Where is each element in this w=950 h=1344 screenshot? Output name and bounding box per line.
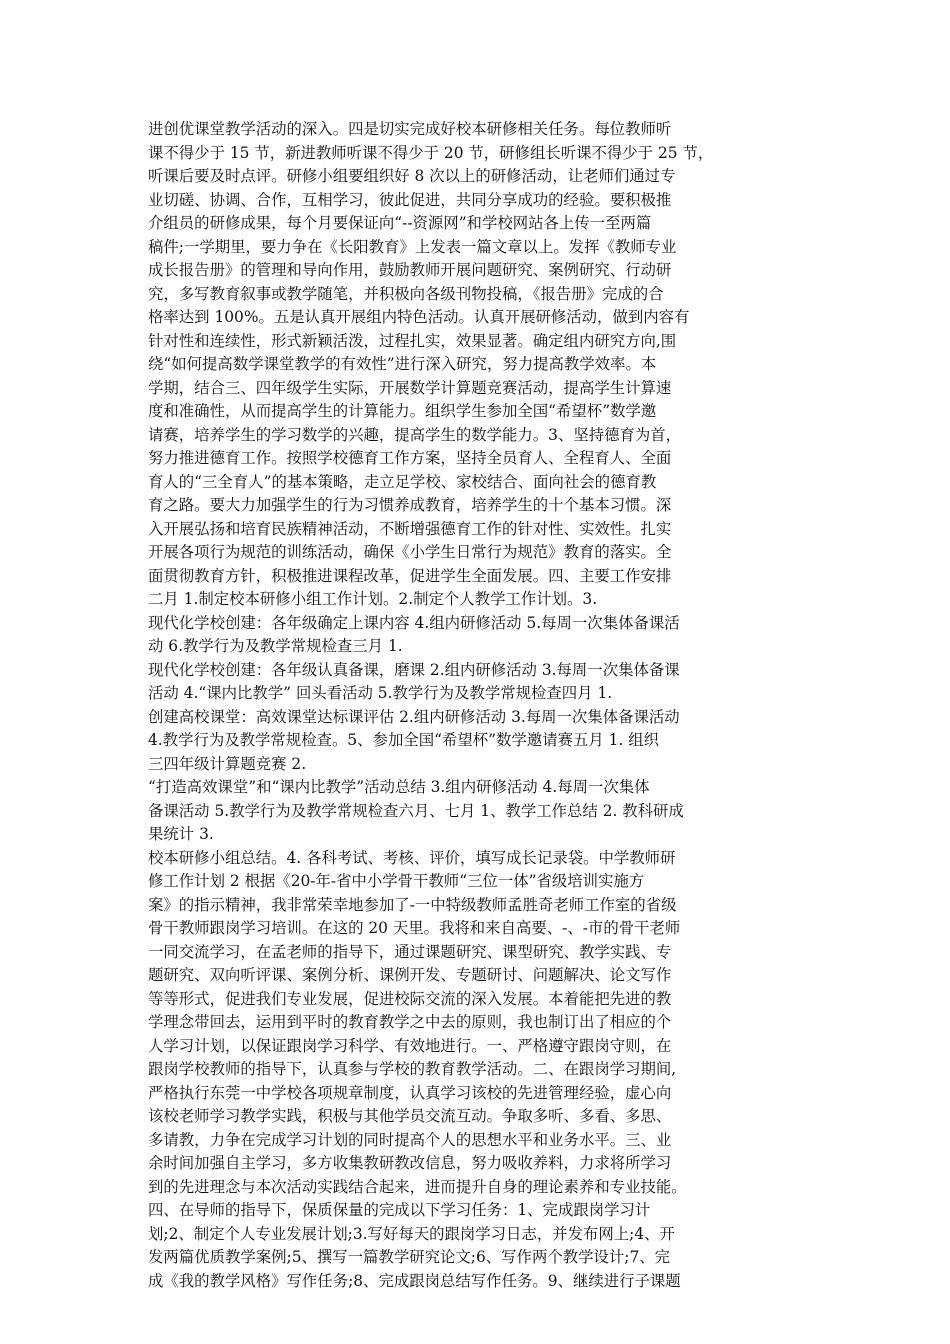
text-line: 现代化学校创建：各年级认真备课，磨课 2.组内研修活动 3.每周一次集体备课 [148, 660, 680, 679]
text-line: 划;2、制定个人专业发展计划;3.写好每天的跟岗学习日志，并发布网上;4、开 [148, 1224, 675, 1243]
body-text [148, 118, 818, 1293]
text-line: 业切磋、协调、合作，互相学习，彼此促进，共同分享成功的经验。要积极推 [148, 190, 672, 209]
text-line: 现代化学校创建：各年级确定上课内容 4.组内研修活动 5.每周一次集体备课活 [148, 613, 680, 632]
text-line: 严格执行东莞一中学校各项规章制度，认真学习该校的先进管理经验，虚心向 [148, 1083, 672, 1102]
text-line: 度和准确性，从而提高学生的计算能力。组织学生参加全国“希望杯”数学邀 [148, 402, 657, 420]
text-line: 多请教，力争在完成学习计划的同时提高个人的思想水平和业务水平。三、业 [148, 1130, 672, 1149]
text-line: 一同交流学习，在孟老师的指导下，通过课题研究、课型研究、教学实践、专 [148, 942, 672, 961]
text-line: 活动 4.“课内比教学” 回头看活动 5.教学行为及教学常规检查四月 1. [148, 684, 613, 702]
text-line: 绕“如何提高数学课堂教学的有效性”进行深入研究，努力提高教学效率。本 [148, 355, 657, 373]
text-line: 4.教学行为及教学常规检查。5、参加全国“希望杯”数学邀请赛五月 1. 组织 [148, 731, 660, 749]
text-line: 四、在导师的指导下，保质保量的完成以下学习任务：1、完成跟岗学习计 [148, 1201, 651, 1219]
text-line: “打造高效课堂”和“课内比教学”活动总结 3.组内研修活动 4.每周一次集体 [148, 778, 650, 796]
text-line: 学期，结合三、四年级学生实际，开展数学计算题竞赛活动，提高学生计算速 [148, 378, 672, 397]
text-line: 学理念带回去，运用到平时的教育教学之中去的原则，我也制订出了相应的个 [148, 1013, 672, 1031]
text-line: 进创优课堂教学活动的深入。四是切实完成好校本研修相关任务。每位教师听 [148, 120, 672, 138]
text-line: 修工作计划 2 根据《20-年-省中小学骨干教师“三位一体”省级培训实施方 [148, 872, 645, 890]
text-line: 针对性和连续性，形式新颖活泼，过程扎实，效果显著。确定组内研究方向,围 [148, 331, 677, 350]
text-line: 备课活动 5.教学行为及教学常规检查六月、七月 1、教学工作总结 2. 教科研成 [148, 801, 684, 820]
text-line: 人学习计划，以保证跟岗学习科学、有效地进行。一、严格遵守跟岗守则，在 [148, 1036, 672, 1055]
text-line: 跟岗学校教师的指导下，认真参与学校的教育教学活动。二、在跟岗学习期间, [148, 1060, 677, 1078]
text-line: 题研究、双向听评课、案例分析、课例开发、专题研讨、问题解决、论文写作 [148, 966, 672, 984]
text-line: 介组员的研修成果，每个月要保证向“--资源网”和学校网站各上传一至两篇 [148, 214, 652, 232]
text-line: 二月 1.制定校本研修小组工作计划。2.制定个人教学工作计划。3. [148, 590, 598, 608]
text-line: 该校老师学习教学实践，积极与其他学员交流互动。争取多听、多看、多思、 [148, 1107, 672, 1125]
text-line: 到的先进理念与本次活动实践结合起来，进而提升自身的理论素养和专业技能。 [148, 1177, 687, 1196]
text-line: 发两篇优质教学案例;5、撰写一篇教学研究论文;6、写作两个教学设计;7、完 [148, 1248, 671, 1266]
text-line: 余时间加强自主学习，多方收集教研教改信息，努力吸收养料，力求将所学习 [148, 1154, 672, 1172]
text-line: 听课后要及时点评。研修小组要组织好 8 次以上的研修活动，让老师们通过专 [148, 167, 676, 185]
text-line: 请赛，培养学生的学习数学的兴趣，提高学生的数学能力。3、坚持德育为首， [148, 425, 682, 444]
text-line: 成《我的教学风格》写作任务;8、完成跟岗总结写作任务。9、继续进行子课题 [148, 1271, 681, 1290]
text-line: 究，多写教育叙事或教学随笔，并积极向各级刊物投稿，《报告册》完成的合 [148, 284, 664, 303]
text-line: 课不得少于 15 节，新进教师听课不得少于 20 节，研修组长听课不得少于 25 节， [148, 143, 714, 162]
text-line: 等等形式，促进我们专业发展，促进校际交流的深入发展。本着能把先进的教 [148, 989, 672, 1008]
text-line: 面贯彻教育方针，积极推进课程改革，促进学生全面发展。四、主要工作安排 [148, 566, 672, 585]
text-line: 校本研修小组总结。4. 各科考试、考核、评价，填写成长记录袋。中学教师研 [148, 848, 676, 867]
text-line: 努力推进德育工作。按照学校德育工作方案，坚持全员育人、全程育人、全面 [148, 449, 672, 467]
text-line: 开展各项行为规范的训练活动，确保《小学生日常行为规范》教育的落实。全 [148, 543, 672, 561]
text-line: 育人的“三全育人”的基本策略，走立足学校、家校结合、面向社会的德育教 [148, 472, 657, 491]
text-line: 育之路。要大力加强学生的行为习惯养成教育，培养学生的十个基本习惯。深 [148, 496, 672, 514]
text-line: 案》的指示精神，我非常荣幸地参加了-一中特级教师孟胜奇老师工作室的省级 [148, 895, 677, 914]
text-line: 稿件;一学期里，要力争在《长阳教育》上发表一篇文章以上。发挥《教师专业 [148, 237, 677, 256]
text-line: 动 6.教学行为及教学常规检查三月 1. [148, 637, 403, 655]
text-line: 骨干教师跟岗学习培训。在这的 20 天里。我将和来自高要、-、-市的骨干老师 [148, 919, 681, 937]
text-line: 三四年级计算题竞赛 2. [148, 754, 307, 773]
text-line: 创建高校课堂：高效课堂达标课评估 2.组内研修活动 3.每周一次集体备课活动 [148, 707, 680, 726]
text-line: 果统计 3. [148, 825, 214, 843]
text-line: 格率达到 100%。五是认真开展组内特色活动。认真开展研修活动，做到内容有 [148, 308, 690, 326]
text-line: 入开展弘扬和培育民族精神活动，不断增强德育工作的针对性、实效性。扎实 [148, 519, 672, 538]
text-line: 成长报告册》的管理和导向作用，鼓励教师开展问题研究、案例研究、行动研 [148, 261, 672, 279]
